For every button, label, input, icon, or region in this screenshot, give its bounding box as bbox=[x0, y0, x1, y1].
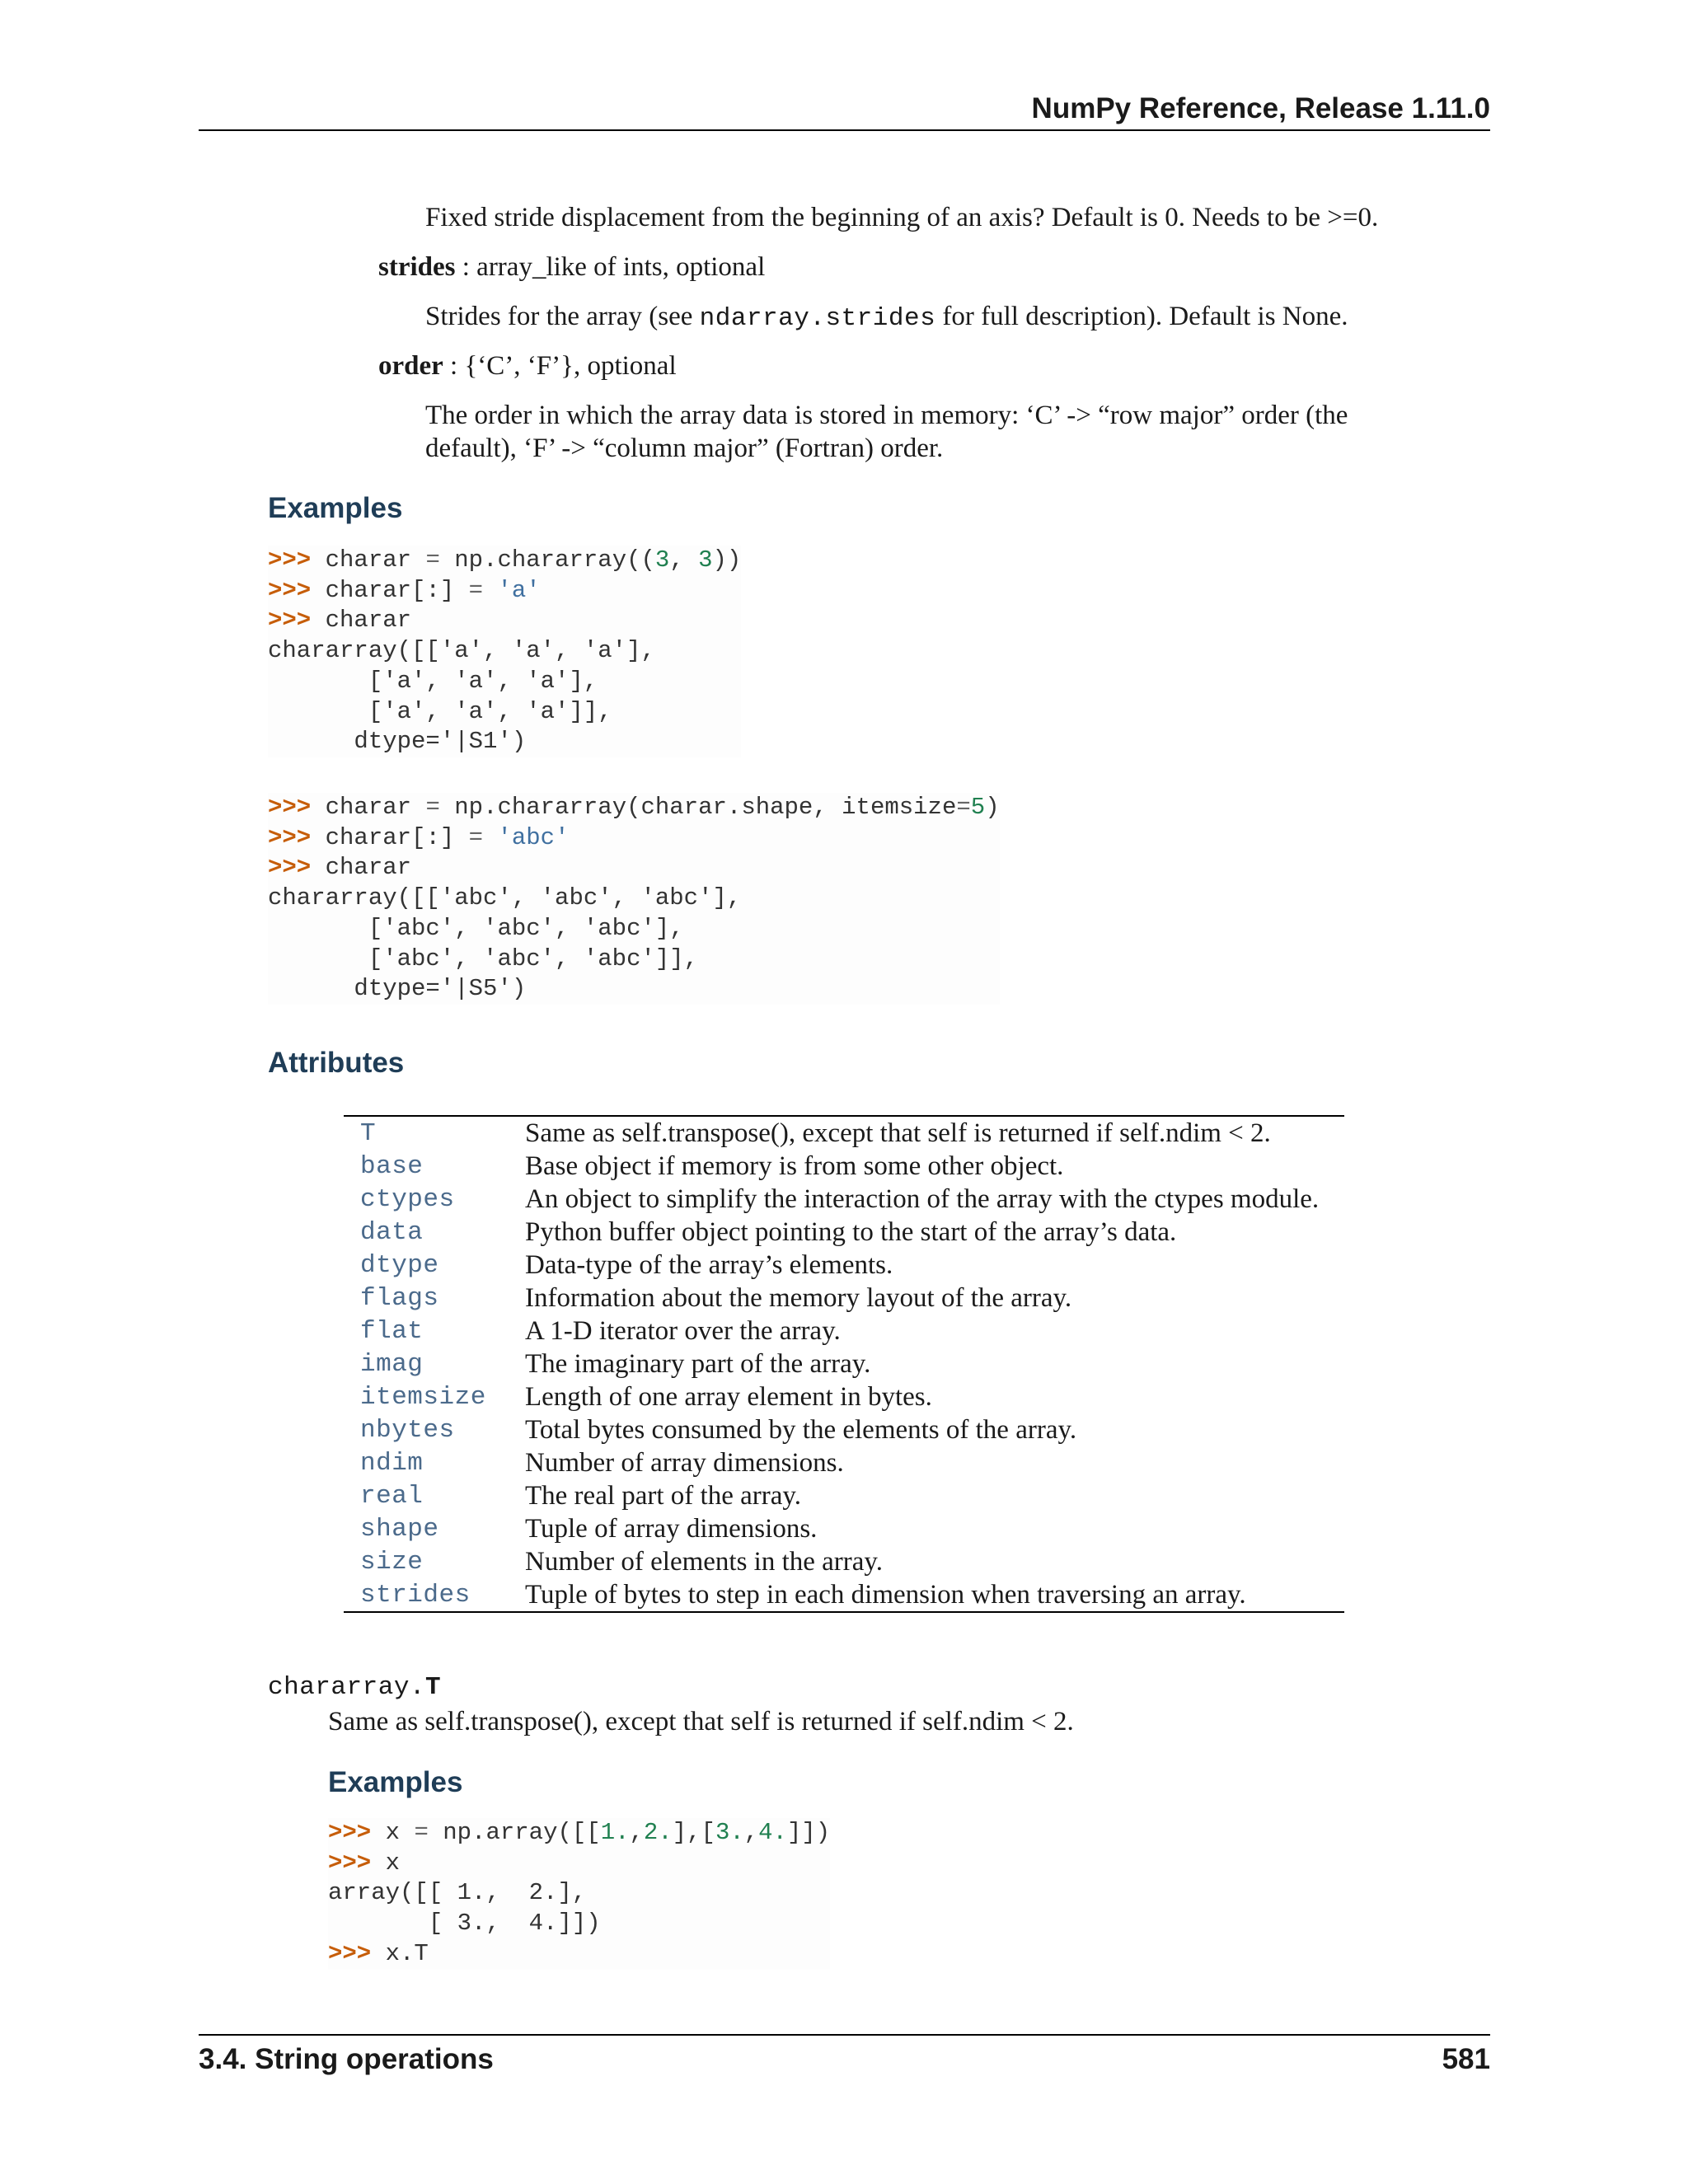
attributes-table-body bbox=[344, 1116, 1344, 1612]
order-param-description-line1: The order in which the array data is stored in memory: ‘C’ -> “row major” order (the bbox=[425, 401, 1348, 430]
footer-divider bbox=[199, 2034, 1490, 2036]
attribute-row bbox=[344, 1380, 1344, 1413]
attributes-heading: Attributes bbox=[268, 1047, 405, 1079]
attribute-name-link[interactable]: nbytes bbox=[360, 1415, 455, 1445]
order-param-signature bbox=[378, 349, 677, 382]
strides-param-signature bbox=[378, 251, 765, 284]
strides-desc-text-end: for full description). Default is None. bbox=[935, 302, 1348, 331]
attribute-name-link[interactable]: T bbox=[360, 1118, 377, 1148]
attribute-row bbox=[344, 1479, 1344, 1512]
strides-desc-text: Strides for the array (see bbox=[425, 302, 700, 331]
attribute-row bbox=[344, 1446, 1344, 1479]
attribute-name-link[interactable]: imag bbox=[360, 1349, 424, 1379]
attribute-description: Number of elements in the array. bbox=[525, 1546, 884, 1577]
attribute-row bbox=[344, 1347, 1344, 1380]
member-class-prefix: chararray. bbox=[268, 1673, 426, 1702]
attribute-description: Number of array dimensions. bbox=[525, 1447, 844, 1478]
attribute-description: A 1-D iterator over the array. bbox=[525, 1315, 841, 1346]
attribute-description: Tuple of array dimensions. bbox=[525, 1513, 818, 1544]
member-example-code-block: >>> x = np.array([[1.,2.],[3.,4.]]) >>> x array([[ 1., 2.], [ 3., 4.]]) >>> x.T bbox=[328, 1818, 830, 1970]
member-description: Same as self.transpose(), except that self is returned if self.ndim < 2. bbox=[328, 1707, 1074, 1736]
attribute-description: Length of one array element in bytes. bbox=[525, 1381, 932, 1412]
strides-param-description bbox=[425, 300, 1348, 335]
order-param-type: : {‘C’, ‘F’}, optional bbox=[443, 351, 677, 381]
example-code-block-2: >>> charar = np.chararray(charar.shape, itemsize=5) >>> charar[:] = 'abc' >>> charar chararray([['abc', 'abc', 'abc'], ['abc', 'abc', 'abc'], ['abc', 'abc', 'abc']], dtype='|S5') bbox=[268, 793, 1000, 1005]
attribute-row bbox=[344, 1413, 1344, 1446]
attribute-row bbox=[344, 1249, 1344, 1282]
attribute-description: Same as self.transpose(), except that self is returned if self.ndim < 2. bbox=[525, 1118, 1271, 1148]
member-examples-heading: Examples bbox=[328, 1766, 463, 1798]
attribute-name-link[interactable]: real bbox=[360, 1481, 424, 1511]
attribute-description: An object to simplify the interaction of the array with the ctypes module. bbox=[525, 1183, 1320, 1214]
header-divider bbox=[199, 129, 1490, 131]
attribute-row bbox=[344, 1116, 1344, 1150]
attribute-row bbox=[344, 1150, 1344, 1183]
attribute-name-link[interactable]: size bbox=[360, 1547, 424, 1577]
attribute-row bbox=[344, 1578, 1344, 1612]
ndarray-strides-reference[interactable]: ndarray.strides bbox=[699, 304, 936, 333]
attribute-name-link[interactable]: dtype bbox=[360, 1250, 439, 1280]
attribute-name-link[interactable]: shape bbox=[360, 1514, 439, 1544]
running-header-title: NumPy Reference, Release 1.11.0 bbox=[1031, 92, 1490, 124]
attribute-row bbox=[344, 1315, 1344, 1347]
footer-section-title: 3.4. String operations bbox=[199, 2043, 494, 2075]
attribute-description: The real part of the array. bbox=[525, 1480, 801, 1511]
attribute-row bbox=[344, 1545, 1344, 1578]
attribute-row bbox=[344, 1216, 1344, 1249]
member-signature bbox=[268, 1673, 441, 1702]
attributes-table bbox=[344, 1115, 1344, 1613]
offset-param-description: Fixed stride displacement from the beginning of an axis? Default is 0. Needs to be >=0. bbox=[425, 203, 1379, 232]
attribute-name-link[interactable]: data bbox=[360, 1217, 424, 1247]
order-param-description-line2: default), ‘F’ -> “column major” (Fortran) order. bbox=[425, 434, 944, 463]
strides-param-name: strides bbox=[378, 252, 456, 282]
attribute-name-link[interactable]: ctypes bbox=[360, 1184, 455, 1214]
order-param-name: order bbox=[378, 351, 443, 381]
attribute-name-link[interactable]: ndim bbox=[360, 1448, 424, 1478]
examples-heading: Examples bbox=[268, 492, 403, 524]
attribute-row bbox=[344, 1512, 1344, 1545]
strides-param-type: : array_like of ints, optional bbox=[455, 252, 766, 282]
attribute-row bbox=[344, 1183, 1344, 1216]
attribute-description: Base object if memory is from some other object. bbox=[525, 1151, 1064, 1181]
attribute-name-link[interactable]: strides bbox=[360, 1580, 471, 1610]
attribute-row bbox=[344, 1282, 1344, 1315]
attribute-name-link[interactable]: flat bbox=[360, 1316, 424, 1346]
attribute-description: Data-type of the array’s elements. bbox=[525, 1249, 893, 1280]
attribute-description: The imaginary part of the array. bbox=[525, 1348, 871, 1379]
attribute-description: Total bytes consumed by the elements of the array. bbox=[525, 1414, 1077, 1445]
attribute-name-link[interactable]: flags bbox=[360, 1283, 439, 1313]
attribute-description: Python buffer object pointing to the start of the array’s data. bbox=[525, 1216, 1177, 1247]
attribute-name-link[interactable]: base bbox=[360, 1151, 424, 1181]
page-number: 581 bbox=[1442, 2043, 1490, 2075]
member-name: T bbox=[425, 1673, 442, 1702]
attribute-description: Information about the memory layout of the array. bbox=[525, 1282, 1072, 1313]
example-code-block-1: >>> charar = np.chararray((3, 3)) >>> charar[:] = 'a' >>> charar chararray([['a', 'a', 'a'], ['a', 'a', 'a'], ['a', 'a', 'a']], dtype='|S1') bbox=[268, 546, 741, 757]
attribute-description: Tuple of bytes to step in each dimension when traversing an array. bbox=[525, 1579, 1246, 1610]
attribute-name-link[interactable]: itemsize bbox=[360, 1382, 486, 1412]
